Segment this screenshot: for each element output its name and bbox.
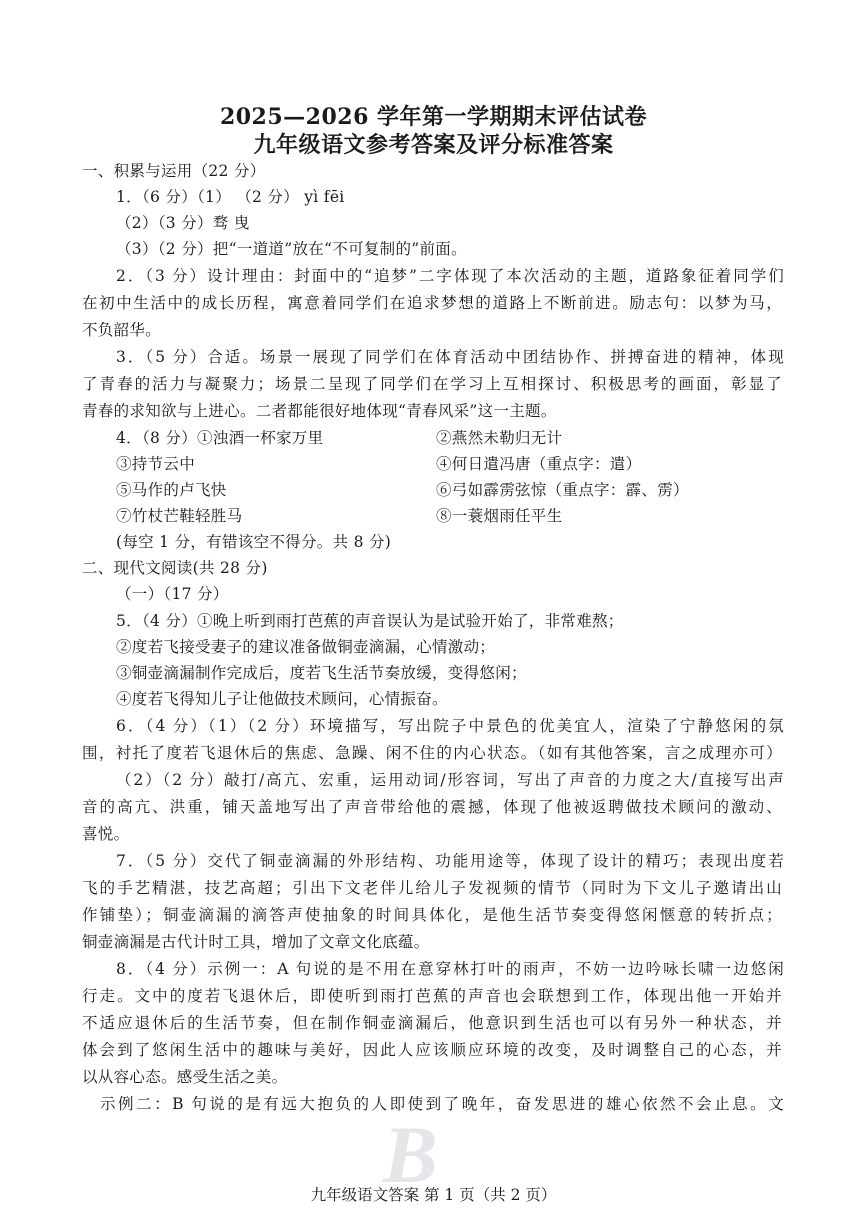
answer-line: 喜悦。 bbox=[82, 825, 130, 843]
answer-line: 7．（5 分）交代了铜壶滴漏的外形结构、功能用途等，体现了设计的精巧；表现出度若 bbox=[116, 852, 784, 870]
answer-line: （2）（2 分）敲打/高亢、宏重，运用动词/形容词，写出了声音的力度之大/直接写出声 bbox=[116, 771, 784, 789]
answer-line: ②燕然未勒归无计 bbox=[436, 429, 563, 447]
section-heading-2: 二、现代文阅读(共 28 分) bbox=[82, 559, 268, 577]
answer-line: 作铺垫）；铜壶滴漏的滴答声使抽象的时间具体化，是他生活节奏变得悠闲惬意的转折点； bbox=[82, 906, 782, 924]
page-title: 2025—2026 学年第一学期期末评估试卷 bbox=[219, 104, 648, 130]
answer-line: ⑥弓如霹雳弦惊（重点字：霹、雳） bbox=[436, 481, 689, 499]
answer-line: （3）（2 分）把“一道道”放在“不可复制的”前面。 bbox=[116, 240, 467, 258]
answer-line: 音的高亢、洪重，铺天盖地写出了声音带给他的震撼，体现了他被返聘做技术顾问的激动、 bbox=[82, 798, 782, 816]
page-footer: 九年级语文答案 第 1 页（共 2 页） bbox=[310, 1186, 557, 1204]
answer-line: 在初中生活中的成长历程，寓意着同学们在追求梦想的道路上不断前进。励志句：以梦为马， bbox=[82, 294, 782, 312]
answer-line: (每空 1 分，有错该空不得分。共 8 分) bbox=[116, 533, 392, 551]
answer-line: ⑤马作的卢飞快 bbox=[116, 481, 227, 499]
answer-line: 1．（6 分）（1） （2 分） yì fēi bbox=[116, 188, 345, 206]
answer-line: 青春的求知欲与上进心。二者都能很好地体现“青春风采”这一主题。 bbox=[82, 402, 557, 420]
answer-line: ⑧一蓑烟雨任平生 bbox=[436, 507, 563, 525]
answer-line: ⑦竹杖芒鞋轻胜马 bbox=[116, 507, 243, 525]
answer-line: 体会到了悠闲生活中的趣味与美好，因此人应该顺应环境的改变，及时调整自己的心态，并 bbox=[82, 1041, 782, 1059]
page-subtitle: 九年级语文参考答案及评分标准答案 bbox=[253, 132, 614, 158]
answer-line: 4．（8 分）①浊酒一杯家万里 bbox=[116, 429, 324, 447]
answer-line: 不负韶华。 bbox=[82, 321, 162, 339]
answer-line: ②度若飞接受妻子的建议准备做铜壶滴漏，心情激动； bbox=[116, 638, 496, 656]
answer-line: （一）（17 分） bbox=[116, 585, 229, 603]
answer-line: 3．（5 分）合适。场景一展现了同学们在体育活动中团结协作、拼搏奋进的精神，体现 bbox=[116, 348, 784, 366]
answer-line: 以从容心态。感受生活之美。 bbox=[82, 1068, 288, 1086]
answer-line: 围，衬托了度若飞退休后的焦虑、急躁、闲不住的内心状态。（如有其他答案，言之成理亦可） bbox=[82, 744, 782, 762]
answer-line: 飞的手艺精湛，技艺高超；引出下文老伴儿给儿子发视频的情节（同时为下文儿子邀请出山 bbox=[82, 879, 782, 897]
section-heading-1: 一、积累与运用（22 分） bbox=[82, 162, 266, 180]
answer-line: 示例二：B 句说的是有远大抱负的人即使到了晚年，奋发思进的雄心依然不会止息。文 bbox=[100, 1095, 784, 1113]
answer-line: ③持节云中 bbox=[116, 455, 196, 473]
answer-line: 6．（4 分）（1）（2 分）环境描写，写出院子中景色的优美宜人，渲染了宁静悠闲的氛 bbox=[116, 717, 784, 735]
watermark-letter: B bbox=[383, 1109, 438, 1200]
answer-line: ④何日遣冯唐（重点字：遣） bbox=[436, 455, 642, 473]
answer-line: 2．（3 分）设计理由：封面中的“追梦”二字体现了本次活动的主题，道路象征着同学们 bbox=[116, 267, 784, 285]
answer-line: 行走。文中的度若飞退休后，即使听到雨打芭蕉的声音也会联想到工作，体现出他一开始并 bbox=[82, 987, 782, 1005]
answer-line: （2）（3 分）骛 曳 bbox=[116, 214, 250, 232]
answer-line: 了青春的活力与凝聚力；场景二呈现了同学们在学习上互相探讨、积极思考的画面，彰显了 bbox=[82, 375, 782, 393]
answer-line: ④度若飞得知儿子让他做技术顾问，心情振奋。 bbox=[116, 690, 448, 708]
answer-line: 5．（4 分）①晚上听到雨打芭蕉的声音误认为是试验开始了，非常难熬； bbox=[116, 612, 624, 630]
answer-line: 不适应退休后的生活节奏，但在制作铜壶滴漏后，他意识到生活也可以有另外一种状态，并 bbox=[82, 1014, 782, 1032]
answer-line: ③铜壶滴漏制作完成后，度若飞生活节奏放缓，变得悠闲； bbox=[116, 664, 527, 682]
answer-line: 8．（4 分）示例一：A 句说的是不用在意穿林打叶的雨声，不妨一边吟咏长啸一边悠闲 bbox=[116, 960, 784, 978]
answer-line: 铜壶滴漏是古代计时工具，增加了文章文化底蕴。 bbox=[82, 933, 430, 951]
